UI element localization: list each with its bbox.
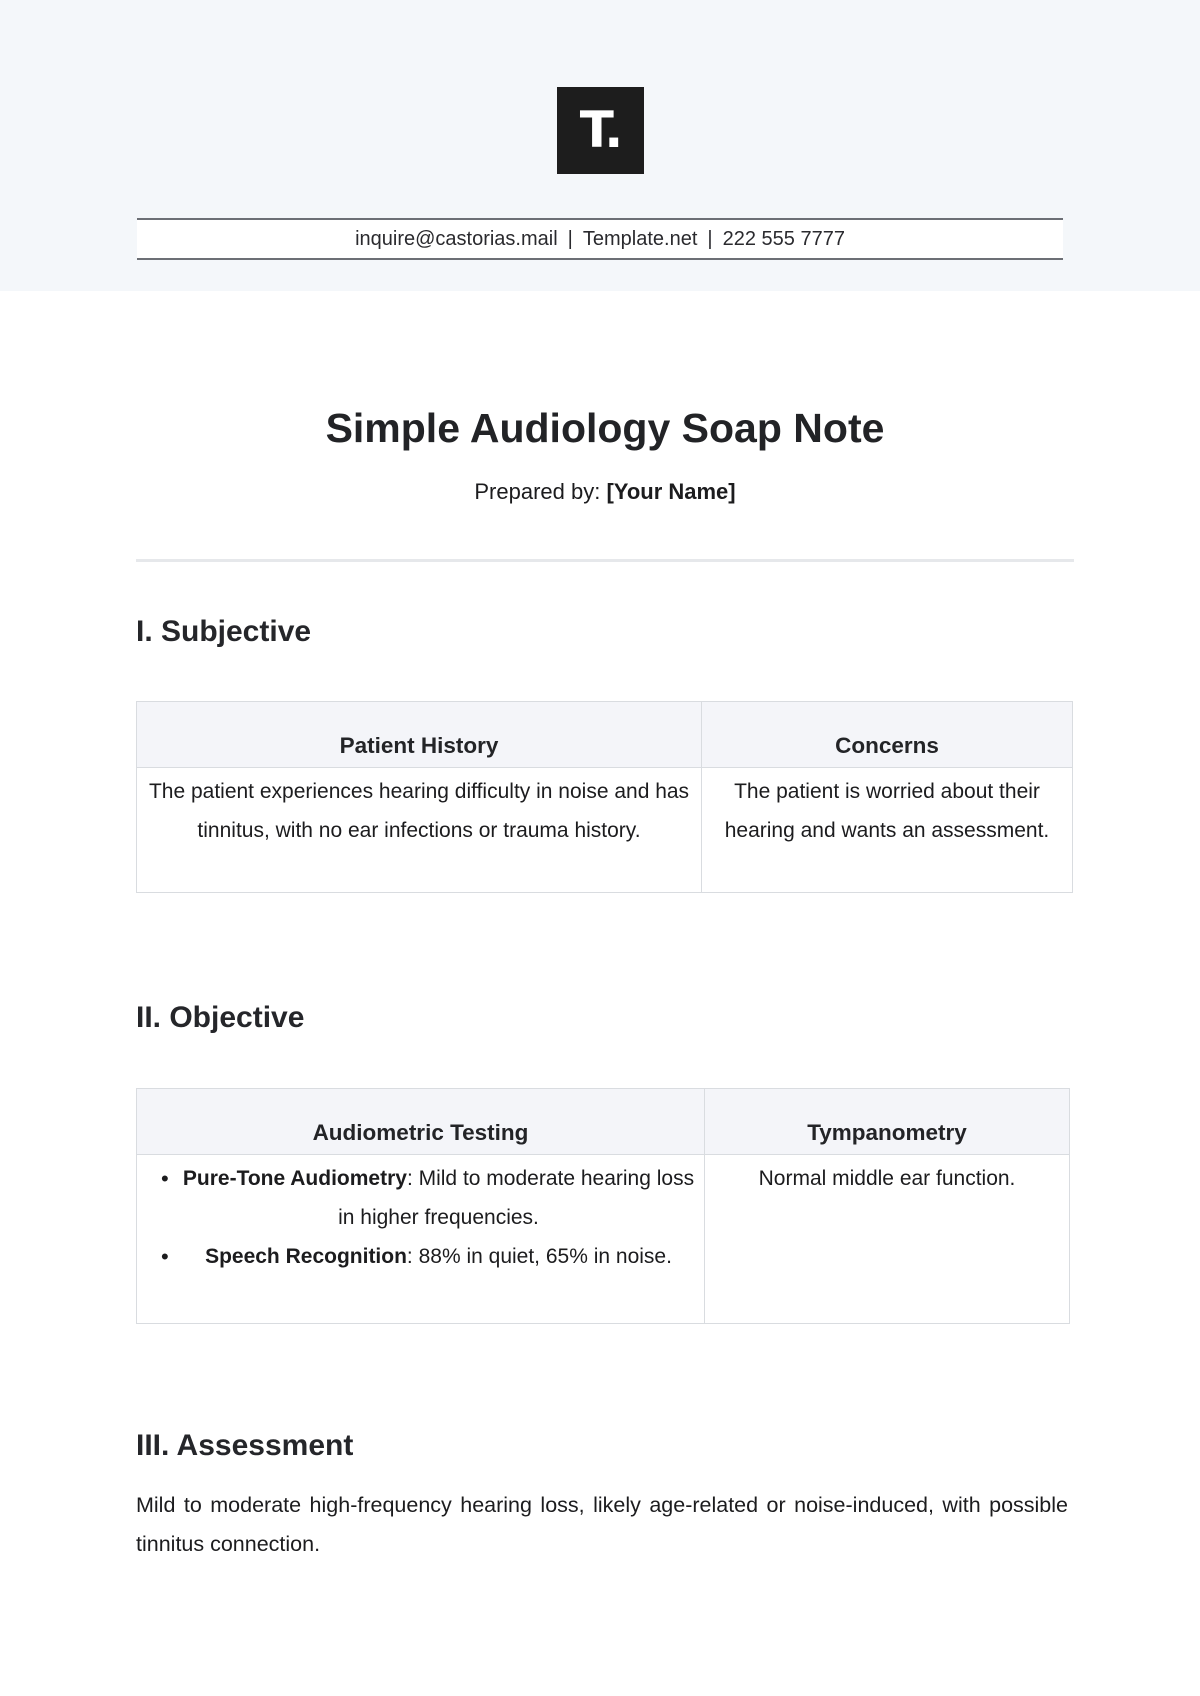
subjective-table [136,701,1073,893]
contact-phone: 222 555 7777 [722,228,845,250]
section-heading-subjective: I. Subjective [136,615,312,648]
contact-bar [137,218,1063,260]
column-header-audiometric-testing: Audiometric Testing [137,1089,705,1155]
audiometric-list [145,1159,696,1276]
title-divider [136,559,1074,562]
list-item [169,1159,696,1237]
prepared-by-label: Prepared by: [474,479,601,504]
concerns-cell: The patient is worried about their hearing and wants an assessment. [702,768,1073,893]
prepared-by [0,476,1200,508]
table-header-row [137,1089,1070,1155]
list-item [169,1237,696,1276]
list-item-label: Pure-Tone Audiometry [182,1167,407,1190]
table-row [137,768,1073,893]
section-heading-objective: II. Objective [136,1001,305,1034]
patient-history-cell: The patient experiences hearing difficulty in noise and has tinnitus, with no ear infections or trauma history. [137,768,702,893]
prepared-by-name: [Your Name] [606,479,736,504]
column-header-concerns: Concerns [702,702,1073,768]
tympanometry-cell: Normal middle ear function. [705,1155,1070,1324]
column-header-patient-history: Patient History [137,702,702,768]
contact-separator: | [707,228,713,250]
company-logo: T. [557,87,644,174]
contact-separator: | [567,228,573,250]
audiometric-testing-cell [137,1155,705,1324]
table-header-row [137,702,1073,768]
assessment-text: Mild to moderate high-frequency hearing loss, likely age-related or noise-induced, with possible tinnitus connection. [136,1493,1068,1556]
document-title: Simple Audiology Soap Note [325,405,885,451]
objective-table [136,1088,1070,1324]
contact-email: inquire@castorias.mail [355,228,558,250]
contact-website: Template.net [582,228,698,250]
section-heading-assessment: III. Assessment [136,1429,354,1462]
table-row [137,1155,1070,1324]
header-band [0,0,1200,291]
column-header-tympanometry: Tympanometry [705,1089,1070,1155]
list-item-text: : 88% in quiet, 65% in noise. [406,1245,672,1268]
list-item-label: Speech Recognition [205,1245,407,1268]
list-item-text: : Mild to moderate hearing loss in higher frequencies. [338,1167,695,1229]
